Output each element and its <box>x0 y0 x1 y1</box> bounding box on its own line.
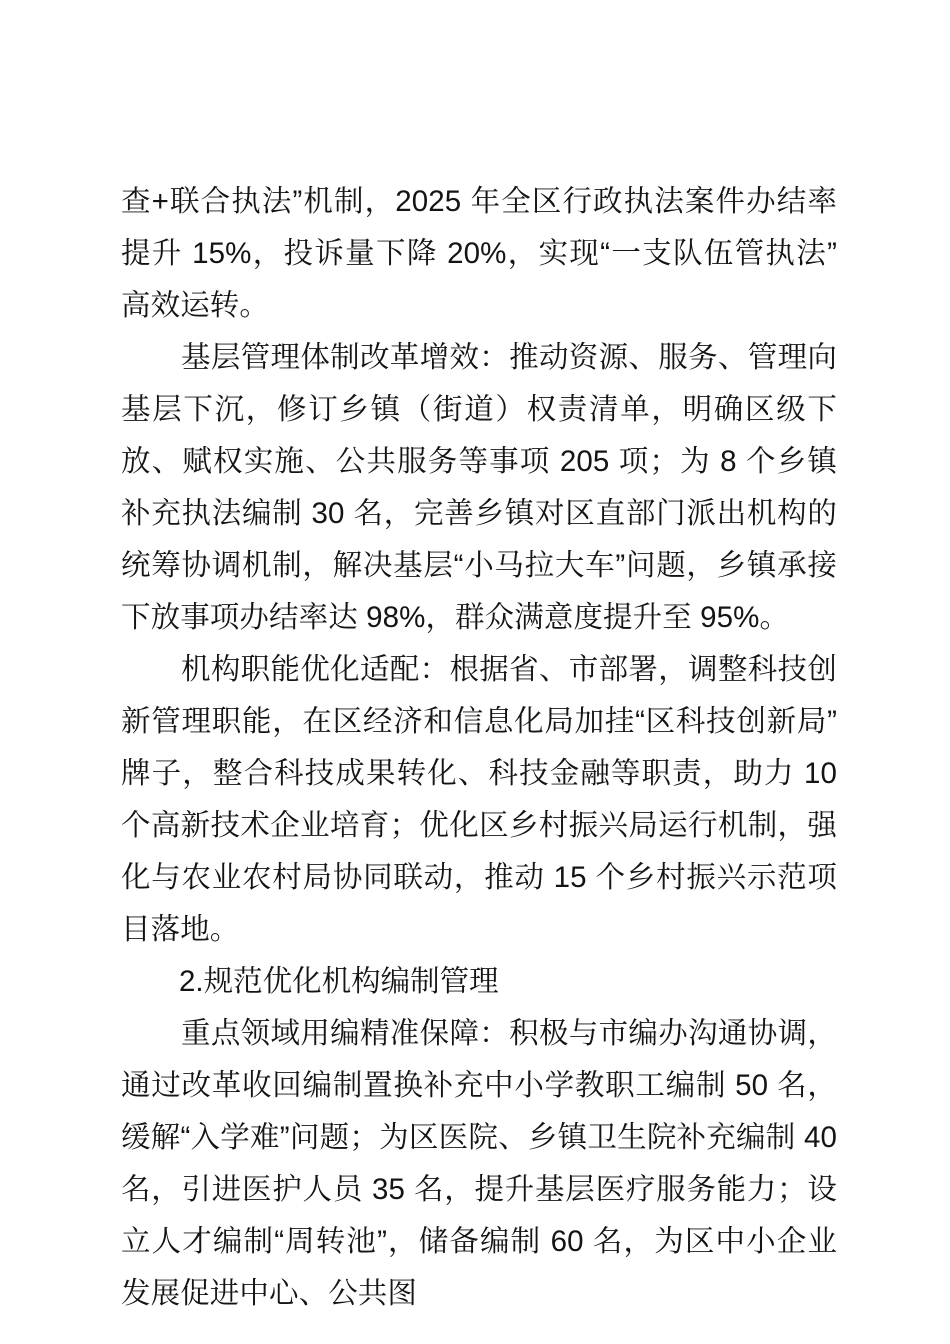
paragraph-grassroots-management-reform: 基层管理体制改革增效：推动资源、服务、管理向基层下沉，修订乡镇（街道）权责清单，明确区级下放、赋权实施、公共服务等事项 205 项；为 8 个乡镇补充执法编制 30 名，完善乡镇对区直部门派出机构的统筹协调机制，解决基层“小马拉大车”问题，乡镇承接下放事项办结率达 98%，群众满意度提升至 95%。 <box>121 341 837 634</box>
document-text-column <box>121 176 837 1320</box>
paragraph-institutional-function-optimization: 机构职能优化适配：根据省、市部署，调整科技创新管理职能，在区经济和信息化局加挂“区科技创新局”牌子，整合科技成果转化、科技金融等职责，助力 10 个高新技术企业培育；优化区乡村振兴局运行机制，强化与农业农村局协同联动，推动 15 个乡村振兴示范项目落地。 <box>121 653 837 946</box>
paragraph-continued-law-enforcement: 查+联合执法”机制，2025 年全区行政执法案件办结率提升 15%，投诉量下降 20%，实现“一支队伍管执法”高效运转。 <box>121 185 837 322</box>
heading-section-2-staffing-management: 2.规范优化机构编制管理 <box>179 965 499 998</box>
paragraph-key-area-staffing-guarantee: 重点领域用编精准保障：积极与市编办沟通协调，通过改革收回编制置换补充中小学教职工编制 50 名，缓解“入学难”问题；为区医院、乡镇卫生院补充编制 40 名，引进医护人员 35 名，提升基层医疗服务能力；设立人才编制“周转池”，储备编制 60 名，为区中小企业发展促进中心、公共图 <box>121 1017 837 1310</box>
